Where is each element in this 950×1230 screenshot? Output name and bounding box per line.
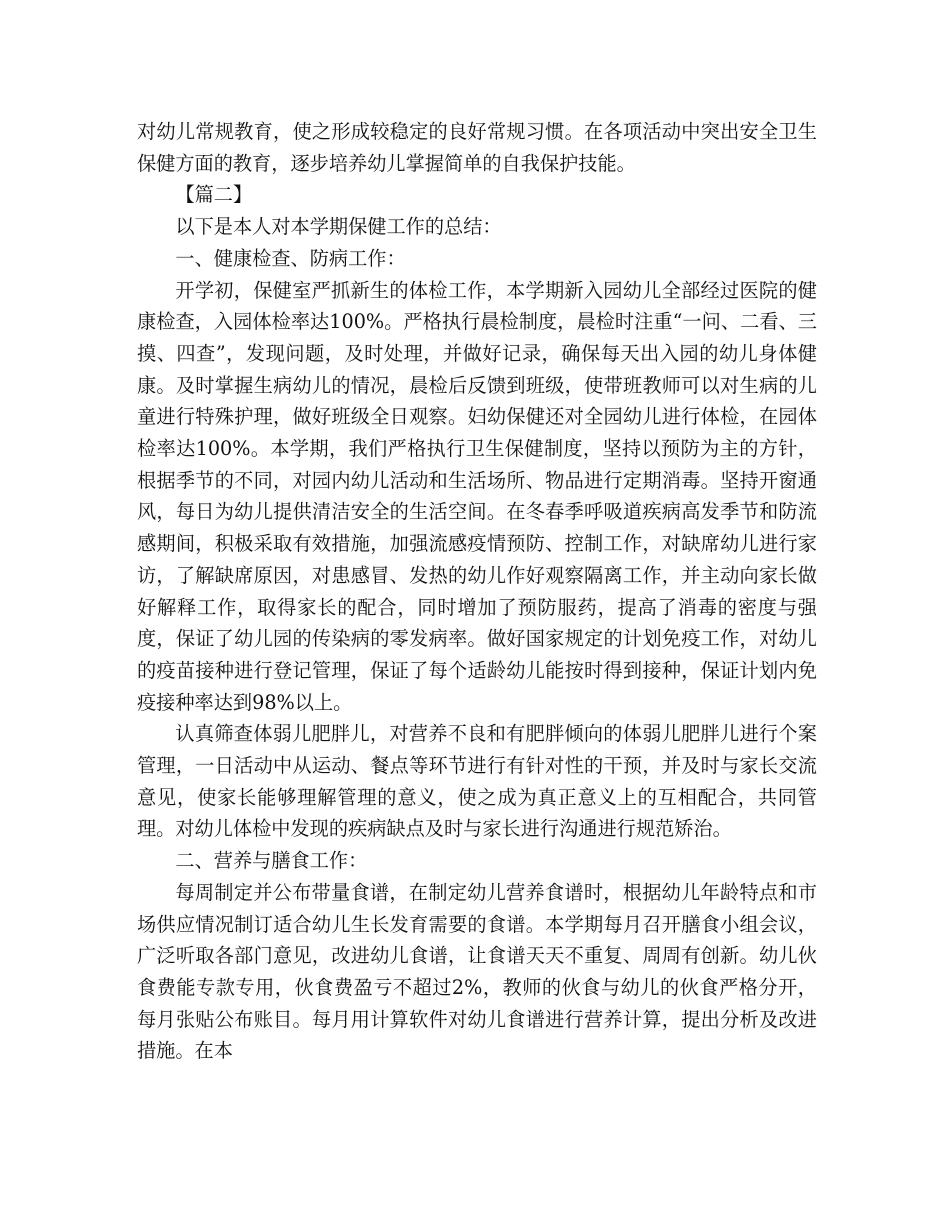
section-heading-nutrition: 二、营养与膳食工作： — [175, 849, 368, 873]
paragraph-health-check: 开学初，保健室严抓新生的体检工作，本学期新入园幼儿全部经过医院的健康检查，入园体检率达100%。严格执行晨检制度，晨检时注重“一问、二看、三摸、四查”，发现问题，及时处理，并做好记录，确保每天出入园的幼儿身体健康。及时掌握生病幼儿的情况，晨检后反馈到班级，使带班教师可以对生病的儿童进行特殊护理，做好班级全日观察。妇幼保健还对全园幼儿进行体检，在园体检率达100%。本学期，我们严格执行卫生保健制度，坚持以预防为主的方针，根据季节的不同，对园内幼儿活动和生活场所、物品进行定期消毒。坚持开窗通风，每日为幼儿提供清洁安全的生活空间。在冬春季呼吸道疾病高发季节和防流感期间，积极采取有效措施，加强流感疫情预防、控制工作，对缺席幼儿进行家访，了解缺席原因，对患感冒、发热的幼儿作好观察隔离工作，并主动向家长做好解释工作，取得家长的配合，同时增加了预防服药，提高了消毒的密度与强度，保证了幼儿园的传染病的零发病率。做好国家规定的计划免疫工作，对幼儿的疫苗接种进行登记管理，保证了每个适龄幼儿能按时得到接种，保证计划内免疫接种率达到98%以上。 — [137, 278, 817, 714]
section-heading-health-check: 一、健康检查、防病工作： — [175, 246, 406, 270]
paragraph-1: 对幼儿常规教育，使之形成较稳定的良好常规习惯。在各项活动中突出安全卫生保健方面的教育，逐步培养幼儿掌握简单的自我保护技能。 — [137, 120, 817, 175]
document-body — [137, 116, 817, 1067]
paragraph-weak-children: 认真筛查体弱儿肥胖儿，对营养不良和有肥胖倾向的体弱儿肥胖儿进行个案管理，一日活动中从运动、餐点等环节进行有针对性的干预，并及时与家长交流意见，使家长能够理解管理的意义，使之成为真正意义上的互相配合，共同管理。对幼儿体检中发现的疾病缺点及时与家长进行沟通进行规范矫治。 — [137, 722, 817, 841]
paragraph-nutrition: 每周制定并公布带量食谱，在制定幼儿营养食谱时，根据幼儿年龄特点和市场供应情况制订适合幼儿生长发育需要的食谱。本学期每月召开膳食小组会议，广泛听取各部门意见，改进幼儿食谱，让食谱天天不重复、周周有创新。幼儿伙食费能专款专用，伙食费盈亏不超过2%，教师的伙食与幼儿的伙食严格分开，每月张贴公布账目。每月用计算软件对幼儿食谱进行营养计算，提出分析及改进措施。在本 — [137, 880, 817, 1063]
section-heading-pian-er: 【篇二】 — [175, 183, 253, 207]
paragraph-intro: 以下是本人对本学期保健工作的总结： — [175, 215, 502, 239]
